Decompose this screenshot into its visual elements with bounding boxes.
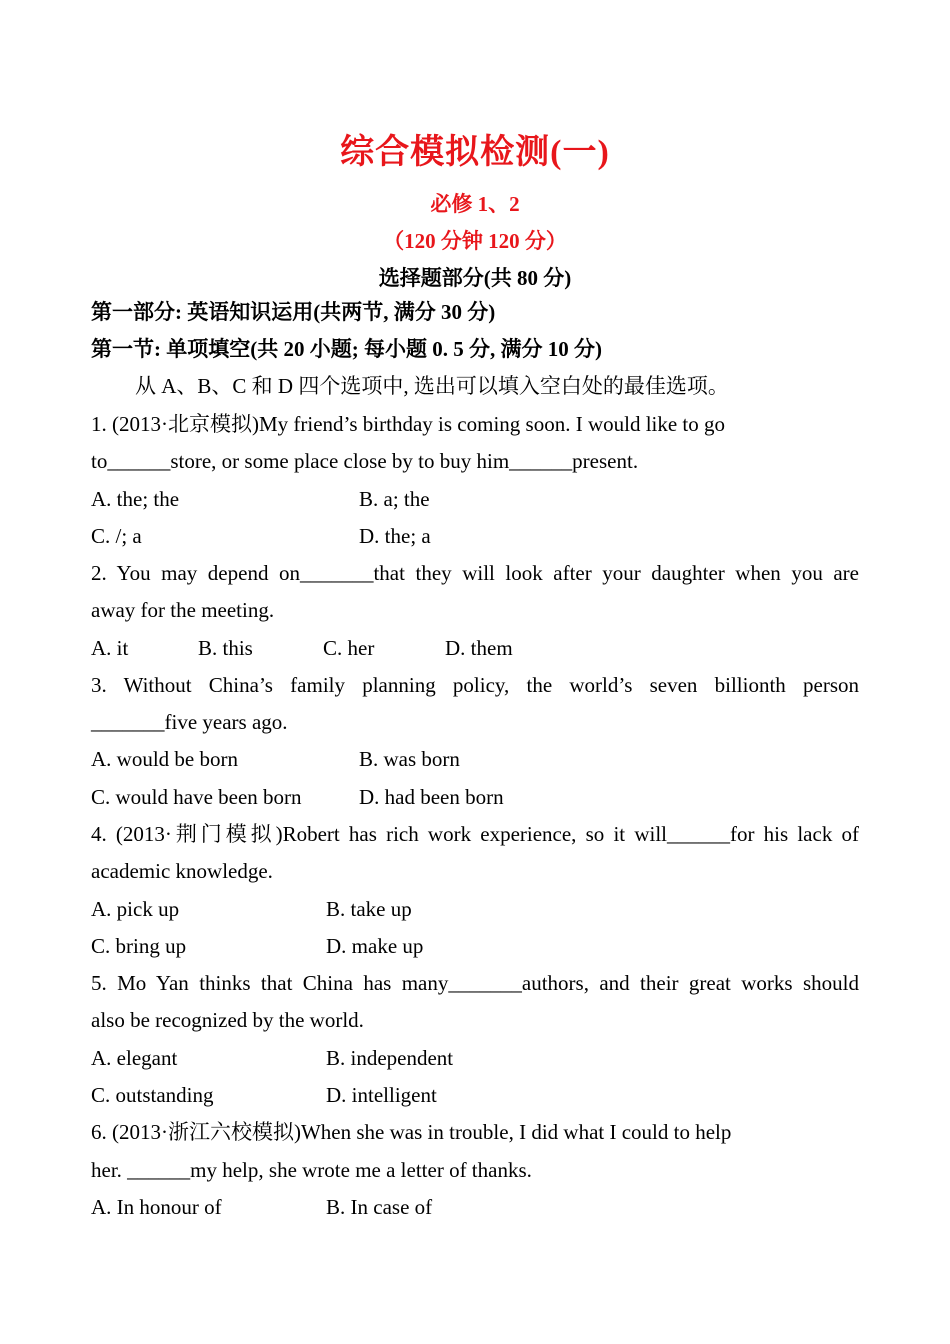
question-6-line-2: her. ______my help, she wrote me a letter of thanks. [91,1158,532,1182]
question-3-option-c: C. would have been born [91,785,302,809]
question-5-line-2: also be recognized by the world. [91,1008,364,1032]
question-3-option-b: B. was born [359,747,460,771]
question-1-option-a: A. the; the [91,487,180,511]
question-5-option-d: D. intelligent [326,1083,437,1107]
question-1-option-b: B. a; the [359,487,430,511]
page-title: 综合模拟检测(一) [340,134,610,171]
question-3-line-1: 3. Without China’s family planning policy, the world’s seven billionth person [91,673,859,697]
question-3-option-a: A. would be born [91,747,238,771]
question-2-option-c: C. her [323,636,375,660]
question-6-option-a: A. In honour of [91,1195,222,1219]
question-2-line-1: 2. You may depend on_______that they will look after your daughter when you are [91,561,859,585]
question-5-line-1: 5. Mo Yan thinks that China has many_______authors, and their great works should [91,971,859,995]
question-1-line-2: to______store, or some place close by to buy him______present. [91,449,639,473]
question-2-option-d: D. them [445,636,513,660]
subtitle: 必修 1、2 [430,192,520,216]
question-3-line-2: _______five years ago. [91,710,288,734]
question-1-option-d: D. the; a [359,524,431,548]
question-6-line-1: 6. (2013·浙江六校模拟)When she was in trouble, I did what I could to help [91,1120,732,1144]
question-4-option-d: D. make up [326,934,424,958]
question-2-option-b: B. this [198,636,253,660]
part-heading: 第一部分: 英语知识运用(共两节, 满分 30 分) [91,300,496,324]
question-5-option-c: C. outstanding [91,1083,214,1107]
question-6-option-b: B. In case of [326,1195,433,1219]
section-title: 选择题部分(共 80 分) [378,266,572,290]
section-heading: 第一节: 单项填空(共 20 小题; 每小题 0. 5 分, 满分 10 分) [91,337,602,361]
question-4-line-1: 4. (2013·荆门模拟)Robert has rich work experience, so it will______for his lack of [91,822,859,846]
time-score: （120 分钟 120 分） [383,229,567,253]
question-5-option-b: B. independent [326,1046,454,1070]
question-1-line-1: 1. (2013·北京模拟)My friend’s birthday is coming soon. I would like to go [91,412,726,436]
instruction: 从 A、B、C 和 D 四个选项中, 选出可以填入空白处的最佳选项。 [135,374,729,398]
question-1-option-c: C. /; a [91,524,142,548]
question-3-option-d: D. had been born [359,785,504,809]
question-2-option-a: A. it [91,636,129,660]
question-4-option-a: A. pick up [91,897,180,921]
question-4-line-2: academic knowledge. [91,859,273,883]
question-5-option-a: A. elegant [91,1046,178,1070]
question-4-option-b: B. take up [326,897,412,921]
question-4-option-c: C. bring up [91,934,187,958]
question-2-line-2: away for the meeting. [91,598,275,622]
